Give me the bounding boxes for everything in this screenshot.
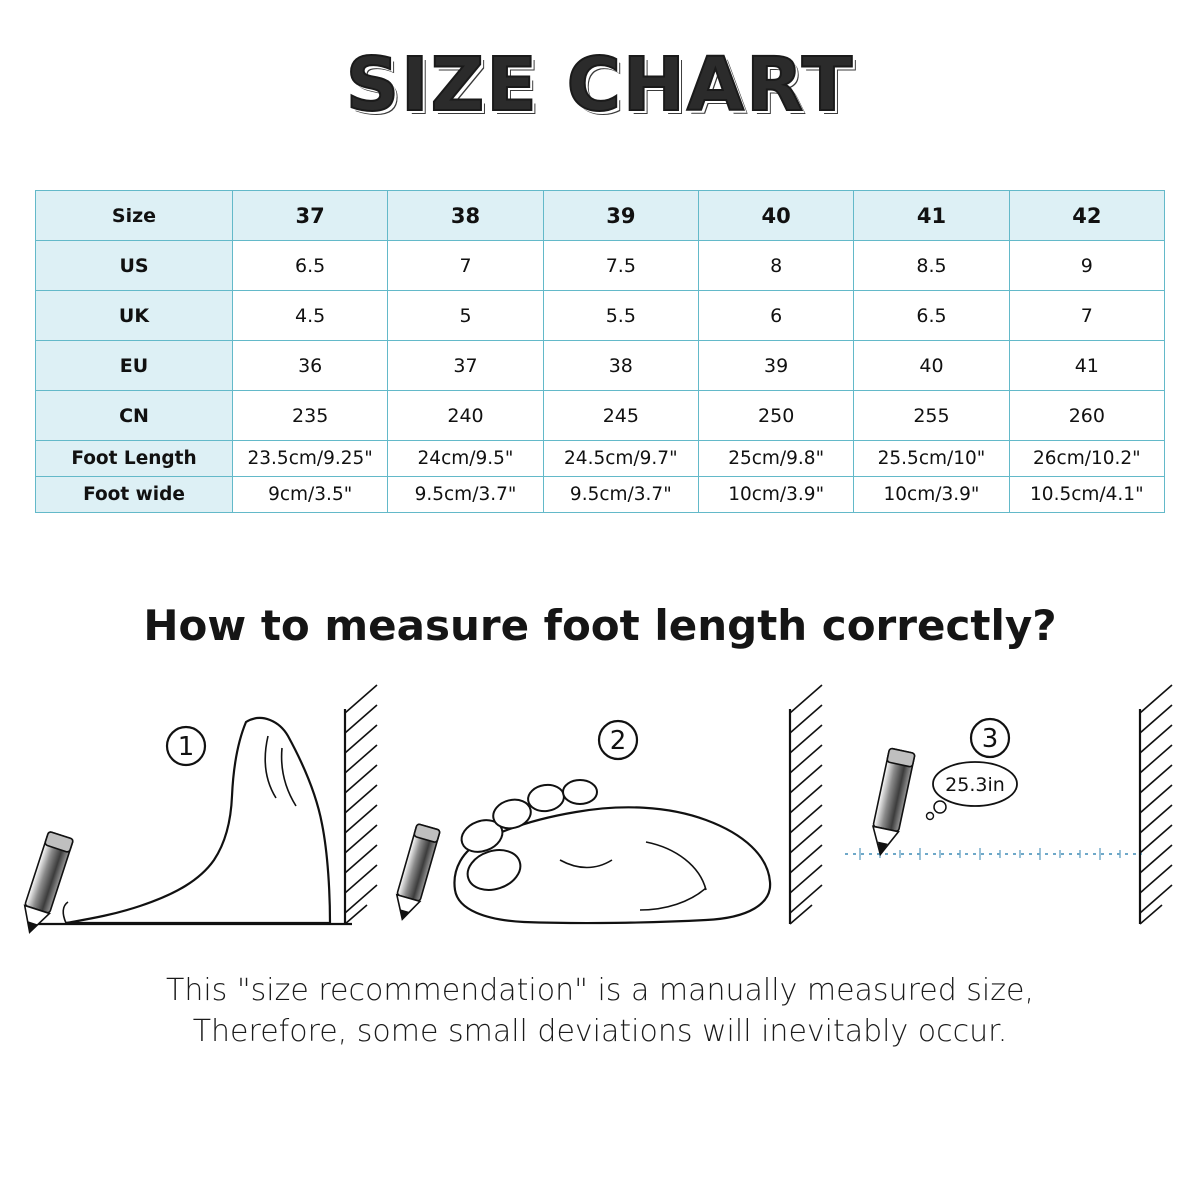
cell-foot-wide-5: 10.5cm/4.1" xyxy=(1009,477,1164,513)
row-header-cn: CN xyxy=(36,391,233,441)
disclaimer-note xyxy=(0,970,1200,1053)
cell-us-0: 6.5 xyxy=(233,241,388,291)
row-header-us: US xyxy=(36,241,233,291)
row-header-uk: UK xyxy=(36,291,233,341)
cell-uk-0: 4.5 xyxy=(233,291,388,341)
cell-foot-wide-3: 10cm/3.9" xyxy=(698,477,853,513)
disclaimer-line-1: This "size recommendation" is a manually measured size, xyxy=(166,973,1034,1008)
cell-us-1: 7 xyxy=(388,241,543,291)
cell-size-37: 37 xyxy=(233,191,388,241)
cell-cn-4: 255 xyxy=(854,391,1009,441)
measurement-label: 25.3in xyxy=(945,774,1005,796)
table-row xyxy=(36,241,1165,291)
step-3-number: 3 xyxy=(981,724,999,754)
table-row xyxy=(36,191,1165,241)
cell-cn-0: 235 xyxy=(233,391,388,441)
cell-eu-2: 38 xyxy=(543,341,698,391)
cell-foot-wide-0: 9cm/3.5" xyxy=(233,477,388,513)
measurement-illustration xyxy=(0,674,1200,944)
cell-size-40: 40 xyxy=(698,191,853,241)
size-chart-table xyxy=(35,190,1165,513)
page-title: SIZE CHART xyxy=(345,42,855,128)
cell-size-39: 39 xyxy=(543,191,698,241)
cell-foot-length-5: 26cm/10.2" xyxy=(1009,441,1164,477)
step-1-number: 1 xyxy=(177,732,195,762)
table-row xyxy=(36,441,1165,477)
row-header-foot-length: Foot Length xyxy=(36,441,233,477)
cell-us-3: 8 xyxy=(698,241,853,291)
cell-uk-1: 5 xyxy=(388,291,543,341)
disclaimer-line-2: Therefore, some small deviations will inevitably occur. xyxy=(192,1014,1008,1050)
cell-us-2: 7.5 xyxy=(543,241,698,291)
howto-figures xyxy=(0,674,1200,944)
cell-cn-5: 260 xyxy=(1009,391,1164,441)
figure-step-3 xyxy=(845,685,1172,924)
cell-foot-length-3: 25cm/9.8" xyxy=(698,441,853,477)
cell-foot-length-1: 24cm/9.5" xyxy=(388,441,543,477)
page-title-container xyxy=(0,0,1200,128)
cell-size-41: 41 xyxy=(854,191,1009,241)
cell-eu-1: 37 xyxy=(388,341,543,391)
cell-us-4: 8.5 xyxy=(854,241,1009,291)
row-header-size: Size xyxy=(36,191,233,241)
cell-foot-length-0: 23.5cm/9.25" xyxy=(233,441,388,477)
cell-eu-5: 41 xyxy=(1009,341,1164,391)
table-row xyxy=(36,341,1165,391)
table-row xyxy=(36,477,1165,513)
howto-heading: How to measure foot length correctly? xyxy=(143,601,1057,650)
row-header-foot-wide: Foot wide xyxy=(36,477,233,513)
cell-size-38: 38 xyxy=(388,191,543,241)
size-chart-table-container xyxy=(35,190,1165,513)
cell-eu-3: 39 xyxy=(698,341,853,391)
table-row xyxy=(36,291,1165,341)
figure-step-1 xyxy=(17,685,377,936)
cell-foot-length-4: 25.5cm/10" xyxy=(854,441,1009,477)
cell-foot-wide-2: 9.5cm/3.7" xyxy=(543,477,698,513)
table-row xyxy=(36,391,1165,441)
cell-foot-length-2: 24.5cm/9.7" xyxy=(543,441,698,477)
cell-us-5: 9 xyxy=(1009,241,1164,291)
cell-foot-wide-1: 9.5cm/3.7" xyxy=(388,477,543,513)
cell-cn-2: 245 xyxy=(543,391,698,441)
cell-eu-0: 36 xyxy=(233,341,388,391)
row-header-eu: EU xyxy=(36,341,233,391)
cell-uk-2: 5.5 xyxy=(543,291,698,341)
cell-uk-5: 7 xyxy=(1009,291,1164,341)
step-2-number: 2 xyxy=(609,726,627,756)
cell-cn-3: 250 xyxy=(698,391,853,441)
cell-uk-3: 6 xyxy=(698,291,853,341)
cell-uk-4: 6.5 xyxy=(854,291,1009,341)
cell-cn-1: 240 xyxy=(388,391,543,441)
cell-size-42: 42 xyxy=(1009,191,1164,241)
figure-step-2 xyxy=(391,685,822,924)
cell-eu-4: 40 xyxy=(854,341,1009,391)
cell-foot-wide-4: 10cm/3.9" xyxy=(854,477,1009,513)
